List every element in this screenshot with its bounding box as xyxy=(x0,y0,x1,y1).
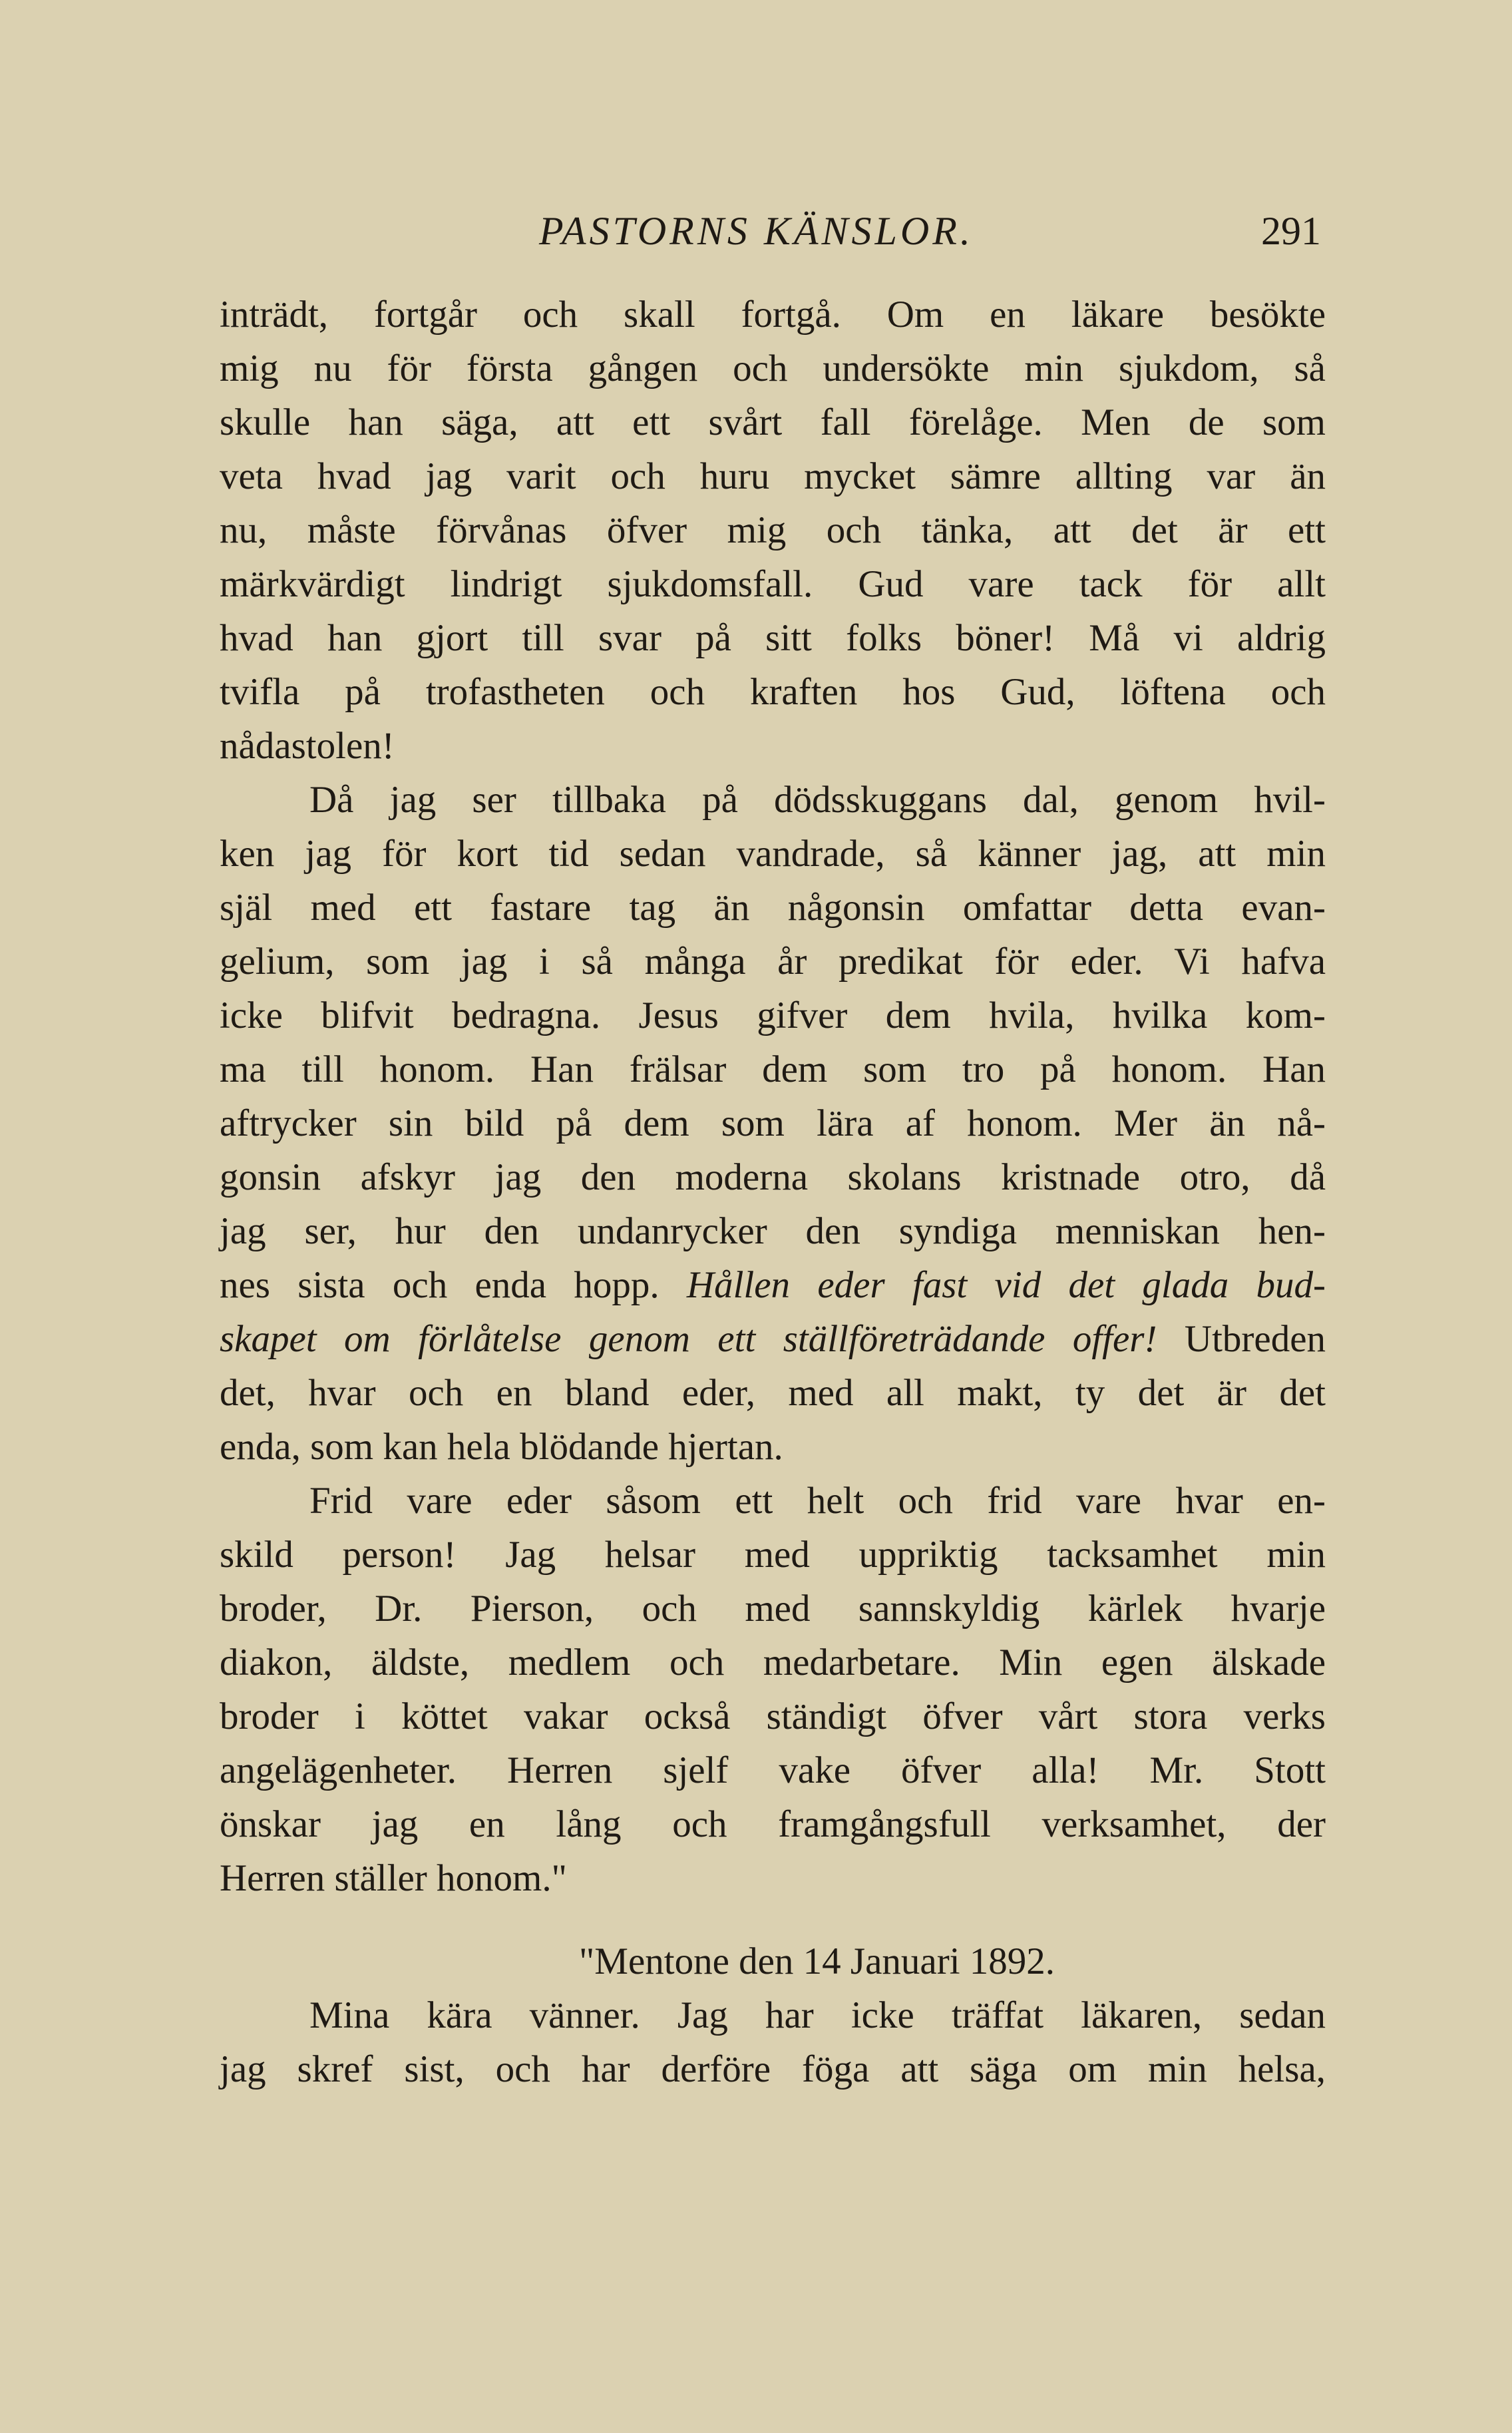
text-line: ken jag för kort tid sedan vandrade, så känner jag, att min xyxy=(220,833,1326,875)
paragraph-3 xyxy=(220,1474,1326,1905)
text-run: nes sista och enda hopp. xyxy=(220,1264,660,1306)
letter-dateline: "Mentone den 14 Januari 1892. xyxy=(579,1940,1055,1982)
text-line: tvifla på trofastheten och kraften hos Gud, löftena och xyxy=(220,671,1326,713)
text-line: broder i köttet vakar också ständigt öfver vårt stora verks xyxy=(220,1695,1326,1737)
text-run: Utbreden xyxy=(1184,1318,1326,1360)
text-line: aftrycker sin bild på dem som lära af honom. Mer än nå- xyxy=(220,1102,1326,1144)
text-line: nådastolen! xyxy=(220,725,395,767)
text-line-mixed xyxy=(220,1312,1326,1366)
text-line: nu, måste förvånas öfver mig och tänka, att det är ett xyxy=(220,509,1326,551)
text-line: inträdt, fortgår och skall fortgå. Om en läkare besökte xyxy=(220,294,1326,335)
text-line: mig nu för första gången och undersökte min sjukdom, så xyxy=(220,347,1326,389)
running-title: PASTORNS KÄNSLOR. xyxy=(539,209,974,253)
text-line: broder, Dr. Pierson, och med sannskyldig kärlek hvarje xyxy=(220,1588,1326,1630)
text-line-mixed xyxy=(220,1258,1326,1312)
text-line: hvad han gjort till svar på sitt folks böner! Må vi aldrig xyxy=(220,617,1326,659)
text-line: skulle han säga, att ett svårt fall förelåge. Men de som xyxy=(220,401,1326,443)
text-line: jag skref sist, och har derföre föga att säga om min helsa, xyxy=(220,2048,1326,2090)
text-line: ma till honom. Han frälsar dem som tro på honom. Han xyxy=(220,1048,1326,1090)
text-line: veta hvad jag varit och huru mycket sämre allting var än xyxy=(220,455,1326,497)
page-number: 291 xyxy=(1261,209,1321,253)
text-line: diakon, äldste, medlem och medarbetare. Min egen älskade xyxy=(220,1642,1326,1683)
italic-text-run: Hållen eder fast vid det glada bud- xyxy=(686,1264,1326,1306)
text-line: märkvärdigt lindrigt sjukdomsfall. Gud vare tack för allt xyxy=(220,563,1326,605)
text-line: skild person! Jag helsar med uppriktig tacksamhet min xyxy=(220,1534,1326,1576)
paragraph-1 xyxy=(220,288,1326,773)
text-line: enda, som kan hela blödande hjertan. xyxy=(220,1426,783,1468)
spacer xyxy=(220,1905,1326,1934)
text-line: själ med ett fastare tag än någonsin omfattar detta evan- xyxy=(220,887,1326,929)
text-line: icke blifvit bedragna. Jesus gifver dem hvila, hvilka kom- xyxy=(220,995,1326,1036)
text-line: önskar jag en lång och framgångsfull verksamhet, der xyxy=(220,1803,1326,1845)
running-head xyxy=(220,200,1321,260)
text-line: det, hvar och en bland eder, med all makt, ty det är det xyxy=(220,1372,1326,1414)
text-line: gonsin afskyr jag den moderna skolans kristnade otro, då xyxy=(220,1156,1326,1198)
paragraph-2 xyxy=(220,773,1326,1474)
text-line: angelägenheter. Herren sjelf vake öfver alla! Mr. Stott xyxy=(220,1749,1326,1791)
text-line: Då jag ser tillbaka på dödsskuggans dal, genom hvil- xyxy=(309,779,1326,821)
body-text xyxy=(220,288,1326,2096)
italic-text-run: skapet om förlåtelse genom ett ställföreträdande offer! xyxy=(220,1318,1157,1360)
text-line: jag ser, hur den undanrycker den syndiga menniskan hen- xyxy=(220,1210,1326,1252)
text-line: Frid vare eder såsom ett helt och frid vare hvar en- xyxy=(309,1480,1326,1522)
text-line: gelium, som jag i så många år predikat för eder. Vi hafva xyxy=(220,941,1326,983)
paragraph-4 xyxy=(220,1988,1326,2096)
text-line: Herren ställer honom." xyxy=(220,1857,567,1899)
text-line: Mina kära vänner. Jag har icke träffat läkaren, sedan xyxy=(309,1994,1326,2036)
